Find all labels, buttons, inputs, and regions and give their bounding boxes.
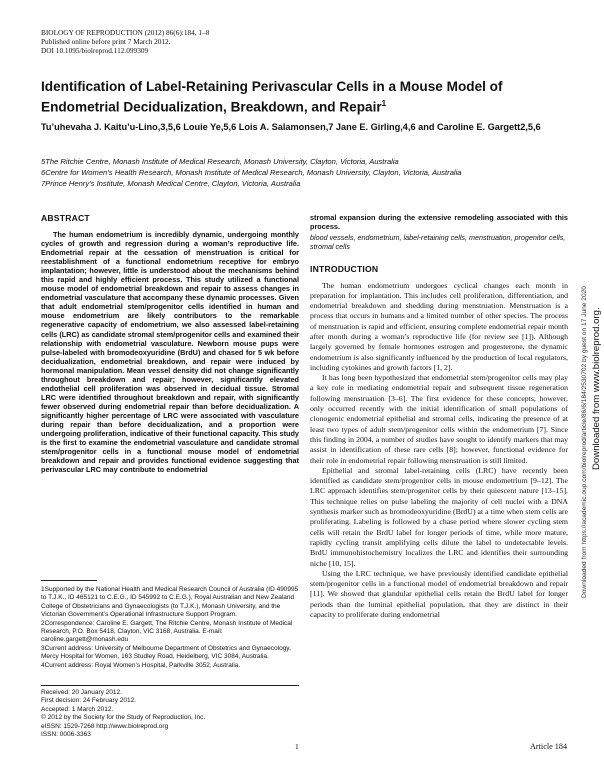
received-divider [41, 685, 299, 686]
keywords: blood vessels, endometrium, label-retaining cells, menstruation, progenitor cells, stromal cells [310, 233, 566, 252]
publication-date: Published online before print 7 March 2012. [41, 37, 171, 47]
footnotes [41, 586, 299, 670]
abstract-section [41, 213, 299, 474]
article-title [41, 78, 541, 116]
download-watermark-large [586, 307, 604, 470]
title-footnote-marker: 1 [381, 99, 387, 108]
received-date: Received: 20 January 2012. [41, 689, 122, 696]
footnote: 4Current address: Royal Women’s Hospital, Parkville 3052, Australia. [41, 661, 241, 669]
author-list: Tu’uhevaha J. Kaitu’u-Lino,3,5,6 Louie Ye,5,6 Lois A. Salamonsen,7 Jane E. Girling,4,6 and Caroline E. Gargett2,5,6 [41, 122, 541, 132]
accepted-date: Accepted: 1 March 2012. [41, 705, 114, 713]
abstract-text: The human endometrium is incredibly dynamic, undergoing monthly cycles of growth and regression during a woman’s reproductive life. Endometrial repair at the cessation of menstruation is critical for reestablishment of a functional endometrium receptive for embryo implantation; however, little is understood about the mechanisms behind this rapid and highly efficient process. This study utilized a functional mouse model of endometrial breakdown and repair to assess changes in endometrial vasculature that accompany these dynamic processes. Given that adult endometrial stem/progenitor cells identified in human and mouse endometrium are likely contributors to the remarkable regenerative capacity of endometrium, we also assessed label-retaining cells (LRC) as candidate stromal stem/progenitor cells and examined their relationship with endometrial vasculature. Newborn mouse pups were pulse-labeled with bromodeoxyuridine (BrdU) and chased for 5 wk before decidualization, endometrial breakdown, and repair were induced by hormonal manipulation. Mean vessel density did not change significantly throughout breakdown and repair; however, significantly elevated endothelial cell proliferation was observed in decidual tissue. Stromal LRC were identified throughout breakdown and repair, with significantly fewer observed during endometrial repair than before decidualization. A significantly higher percentage of LRC were associated with vasculature during repair than before decidualization, and a proportion were undergoing proliferation, indicative of their functional capacity. This study is the first to examine the endometrial vasculature and candidate stromal stem/progenitor cells in a functional mouse model of endometrial breakdown and repair and provides functional evidence suggesting that perivascular LRC may contribute to endometrial [41, 230, 299, 475]
intro-paragraph: It has long been hypothesized that endometrial stem/progenitor cells may play a key role in mediating endometrial repair and subsequent tissue regeneration following menstruation [3–6]. The first evidence for these concepts, however, only occurred recently with the initial identification of small populations of clonogenic endometrial epithelial and stromal cells, indicating the presence of at least two types of adult stem/progenitor cells within the endometrium [7]. Since this finding in 2004, a number of studies have sought to identify markers that may assist in identification of these rare cells [8]; however, functional evidence for their role in endometrial repair following menstruation is still limited. [310, 373, 568, 465]
affiliation: 5The Ritchie Centre, Monash Institute of Medical Research, Monash University, Clayton, Victoria, Australia [41, 157, 399, 166]
first-decision-date: First decision: 24 February 2012. [41, 697, 137, 705]
page-number: 1 [295, 742, 299, 751]
footnote: 1Supported by the National Health and Medical Research Council of Australia (ID 490995 to T.J.K., ID 465121 to C.E.G., ID 545992 to C.E.G.), Royal Australian and New Zealand College of Obstetricians and Gynaecologists (to T.J.K.), Monash University, and the Victorian Government’s Operational Infrastructure Support Program. [41, 586, 299, 619]
abstract-heading: ABSTRACT [41, 213, 90, 223]
journal-header [41, 28, 521, 56]
doi: DOI 10.1095/biolreprod.112.099309 [41, 46, 149, 56]
eissn: eISSN: 1529-7268 http://www.biolreprod.org [41, 722, 169, 730]
footnote: 2Correspondence: Caroline E. Gargett, The Ritchie Centre, Monash Institute of Medical Research, P.O. Box 5418, Clayton, VIC 3168, Australia. E-mail: caroline.gargett@monash.edu [41, 619, 293, 644]
intro-paragraph: Epithelial and stromal label-retaining cells (LRC) have recently been identified as candidate stem/progenitor cells in mouse endometrium [9–12]. The LRC approach identifies stem/progenitor cells by their quiescent nature [13–15]. This technique relies on pulse labeling the majority of cell nuclei with a DNA synthesis marker such as bromodeoxyuridine (BrdU) at a time when stem cells are proliferating. Labeling is followed by a chase period where slower cycling stem cells will retain the BrdU label for longer periods of time, while more mature, rapidly cycling transit amplifying cells dilute the label to undetectable levels. BrdU immunohistochemistry localizes the LRC and identifies their surrounding niche [10, 15]. [310, 465, 568, 568]
introduction-heading: INTRODUCTION [310, 263, 379, 274]
affiliations [41, 157, 531, 189]
article-title-text: Identification of Label-Retaining Perivascular Cells in a Mouse Model of Endometrial Decidualization, Breakdown, and Repair [41, 79, 503, 115]
abstract-continuation: stromal expansion during the extensive remodeling associated with this process. [310, 213, 568, 232]
right-column [310, 213, 568, 620]
download-link[interactable]: Downloaded from www.biolreprod.org. [591, 307, 602, 470]
journal-citation: BIOLOGY OF REPRODUCTION (2012) 86(6):184, 1–8 [41, 28, 210, 37]
affiliation: 6Centre for Women’s Health Research, Monash Institute of Medical Research, Monash University, Clayton, Victoria, Australia [41, 167, 462, 177]
article-number: Article 184 [530, 742, 568, 751]
received-info [41, 689, 299, 739]
footnote: 3Current address: University of Melbourne Department of Obstetrics and Gynaecology, Mercy Hospital for Women, 163 Studley Road, Heidelberg, VIC 3084, Australia. [41, 644, 291, 661]
issn: ISSN: 0006-3363 [41, 731, 91, 739]
affiliation: 7Prince Henry’s Institute, Monash Medical Centre, Clayton, Victoria, Australia [41, 178, 301, 188]
footnote-divider [41, 580, 97, 581]
introduction-body [310, 281, 568, 621]
intro-paragraph: The human endometrium undergoes cyclical changes each month in preparation for implantation. This includes cell proliferation, differentiation, and endometrial breakdown and shedding during menstruation. Menstruation is a process that occurs in humans and a limited number of other species. The process of menstruation is rapid and efficient, ensuring complete endometrial repair month after month during a woman’s reproductive life (for review see [1]). Although largely governed by female hormones estrogen and progesterone, the dynamic endometrium is also significantly influenced by the production of local regulators, including cytokines and growth factors [1, 2]. [310, 280, 568, 372]
download-note: Downloaded from https://academic.oup.com/biolreprod/article/86/6/184/2530702 by guest on 17 June 2020 [581, 286, 588, 598]
copyright: © 2012 by the Society for the Study of Reproduction, Inc. [41, 714, 206, 722]
intro-paragraph: Using the LRC technique, we have previously identified candidate epithelial stem/progenitor cells in a functional model of endometrial breakdown and repair [11]. We showed that glandular epithelial cells retain the BrdU label for longer periods than the luminal epithelial population, that they are distinct in their capacity to proliferate during endometrial [310, 568, 568, 619]
